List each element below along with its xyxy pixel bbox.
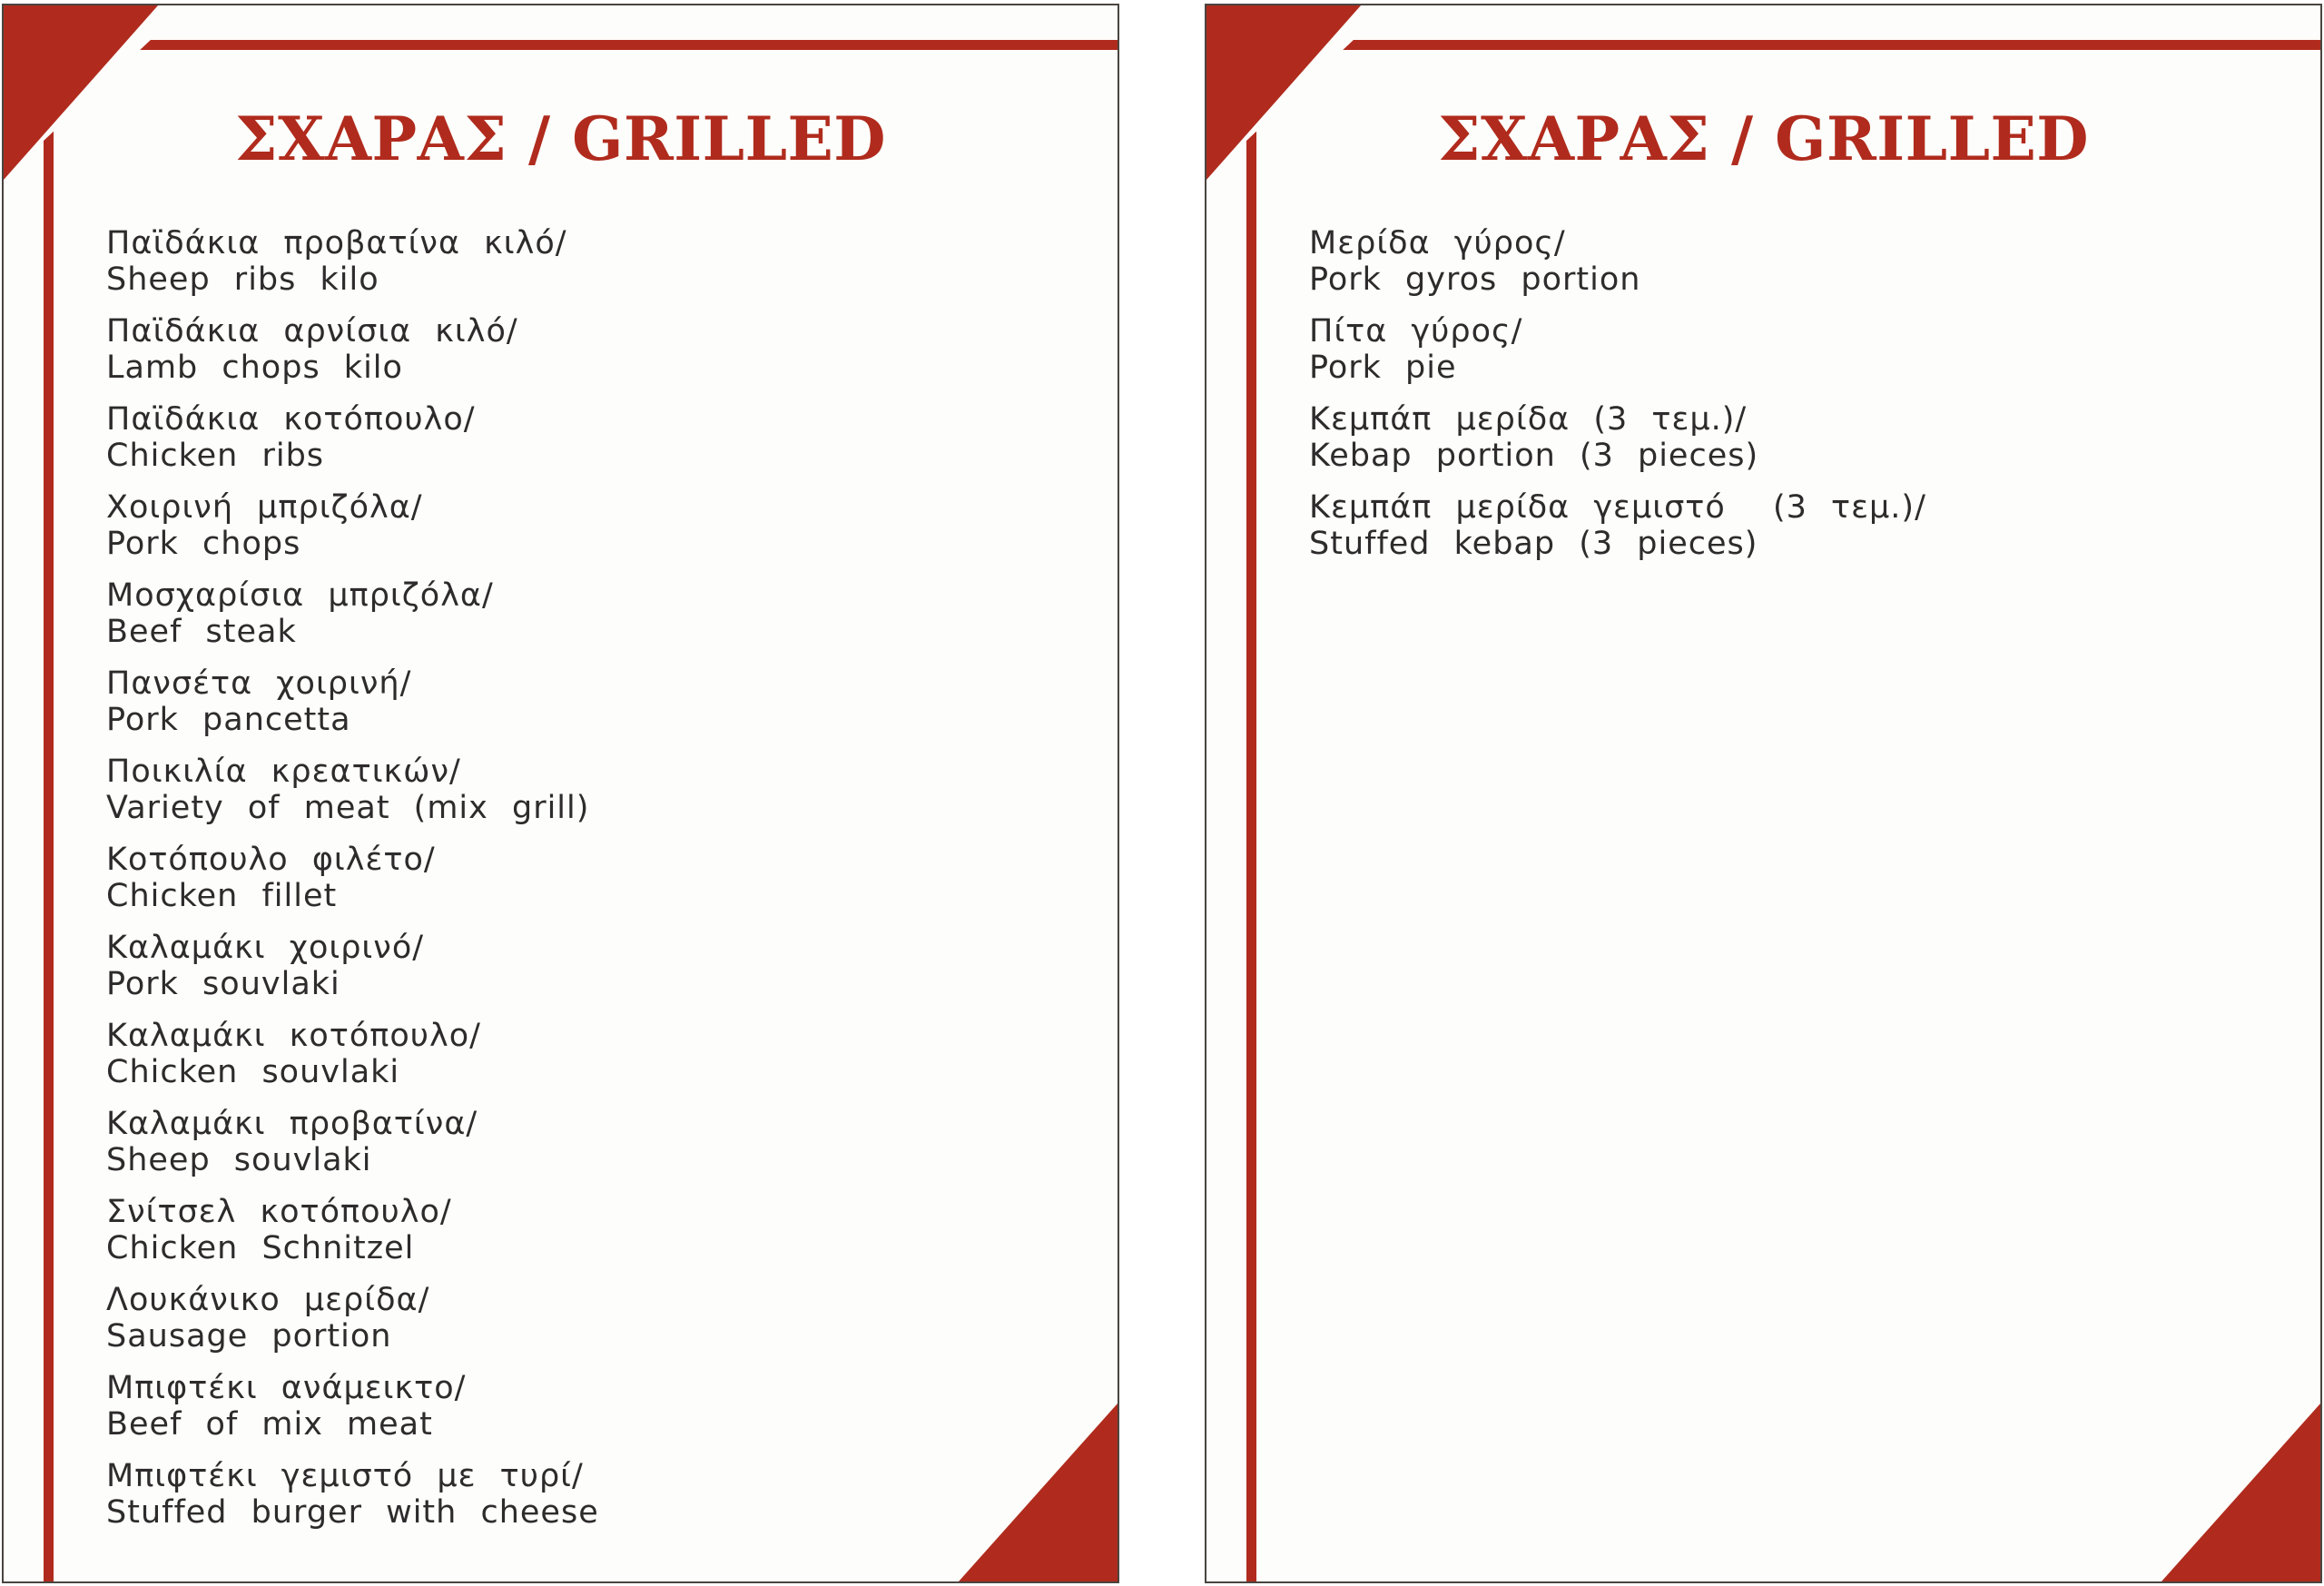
item-name-english: Kebap portion (3 pieces) [1309,438,1759,474]
item-name-greek: Καλαμάκι κοτόπουλο/ [106,1018,481,1054]
item-name-greek: Μπιφτέκι ανάμεικτο/ [106,1370,467,1406]
item-name-greek: Λουκάνικο μερίδα/ [106,1282,430,1318]
corner-triangle-bottom-right [2162,1404,2320,1581]
menu-item [106,1106,1099,1178]
item-name-greek: Παϊδάκια προβατίνα κιλό/ [106,225,567,261]
top-rule-line [4,40,1118,50]
item-name-english: Stuffed burger with cheese [106,1494,599,1531]
item-name-greek: Παϊδάκια κοτόπουλο/ [106,401,476,438]
item-name-english: Sausage portion [106,1318,392,1355]
menu-item [1309,225,2302,298]
item-name-english: Pork pie [1309,350,1457,386]
menu-item [106,313,1099,386]
item-name-greek: Κοτόπουλο φιλέτο/ [106,842,436,878]
top-rule-line [1206,40,2320,50]
item-name-greek: Σνίτσελ κοτόπουλο/ [106,1194,452,1230]
item-name-english: Beef steak [106,614,297,650]
menu-page-left [2,4,1119,1583]
item-name-greek: Καλαμάκι χοιρινό/ [106,930,425,966]
menu-item [106,1194,1099,1266]
item-name-english: Sheep souvlaki [106,1142,372,1178]
item-name-greek: Μοσχαρίσια μπριζόλα/ [106,577,494,614]
item-name-english: Chicken souvlaki [106,1054,400,1090]
item-name-greek: Καλαμάκι προβατίνα/ [106,1106,478,1142]
menu-item [106,489,1099,562]
item-name-english: Lamb chops kilo [106,350,403,386]
menu-item [1309,313,2302,386]
item-name-english: Variety of meat (mix grill) [106,790,590,826]
menu-item [106,401,1099,474]
item-name-greek: Ποικιλία κρεατικών/ [106,754,461,790]
menu-item [106,930,1099,1002]
item-name-english: Chicken Schnitzel [106,1230,415,1266]
item-name-english: Pork souvlaki [106,966,340,1002]
menu-page-right [1205,4,2322,1583]
item-name-english: Chicken fillet [106,878,338,914]
menu-item [1309,401,2302,474]
item-name-greek: Κεμπάπ μερίδα γεμιστό (3 τεμ.)/ [1309,489,1926,526]
item-name-greek: Μπιφτέκι γεμιστό με τυρί/ [106,1458,584,1494]
menu-item [1309,489,2302,562]
menu-item [106,754,1099,826]
item-name-english: Pork gyros portion [1309,261,1641,298]
item-name-english: Sheep ribs kilo [106,261,379,298]
item-name-greek: Χοιρινή μπριζόλα/ [106,489,423,526]
item-name-english: Chicken ribs [106,438,325,474]
menu-item [106,842,1099,914]
item-name-english: Pork pancetta [106,702,351,738]
page-title: ΣΧΑΡΑΣ / GRILLED [1437,103,2090,174]
item-name-greek: Παϊδάκια αρνίσια κιλό/ [106,313,518,350]
menu-item [106,1282,1099,1355]
menu-items-list [4,225,1099,1546]
item-name-greek: Κεμπάπ μερίδα (3 τεμ.)/ [1309,401,1748,438]
menu-item [106,1018,1099,1090]
menu-item [106,1458,1099,1531]
item-name-english: Beef of mix meat [106,1406,433,1443]
page-title: ΣΧΑΡΑΣ / GRILLED [234,103,887,174]
item-name-greek: Μερίδα γύρος/ [1309,225,1566,261]
item-name-greek: Πίτα γύρος/ [1309,313,1523,350]
menu-item [106,1370,1099,1443]
item-name-english: Pork chops [106,526,301,562]
menu-item [106,225,1099,298]
item-name-english: Stuffed kebap (3 pieces) [1309,526,1758,562]
item-name-greek: Πανσέτα χοιρινή/ [106,665,412,702]
menu-items-list [1206,225,2302,577]
menu-item [106,665,1099,738]
menu-item [106,577,1099,650]
